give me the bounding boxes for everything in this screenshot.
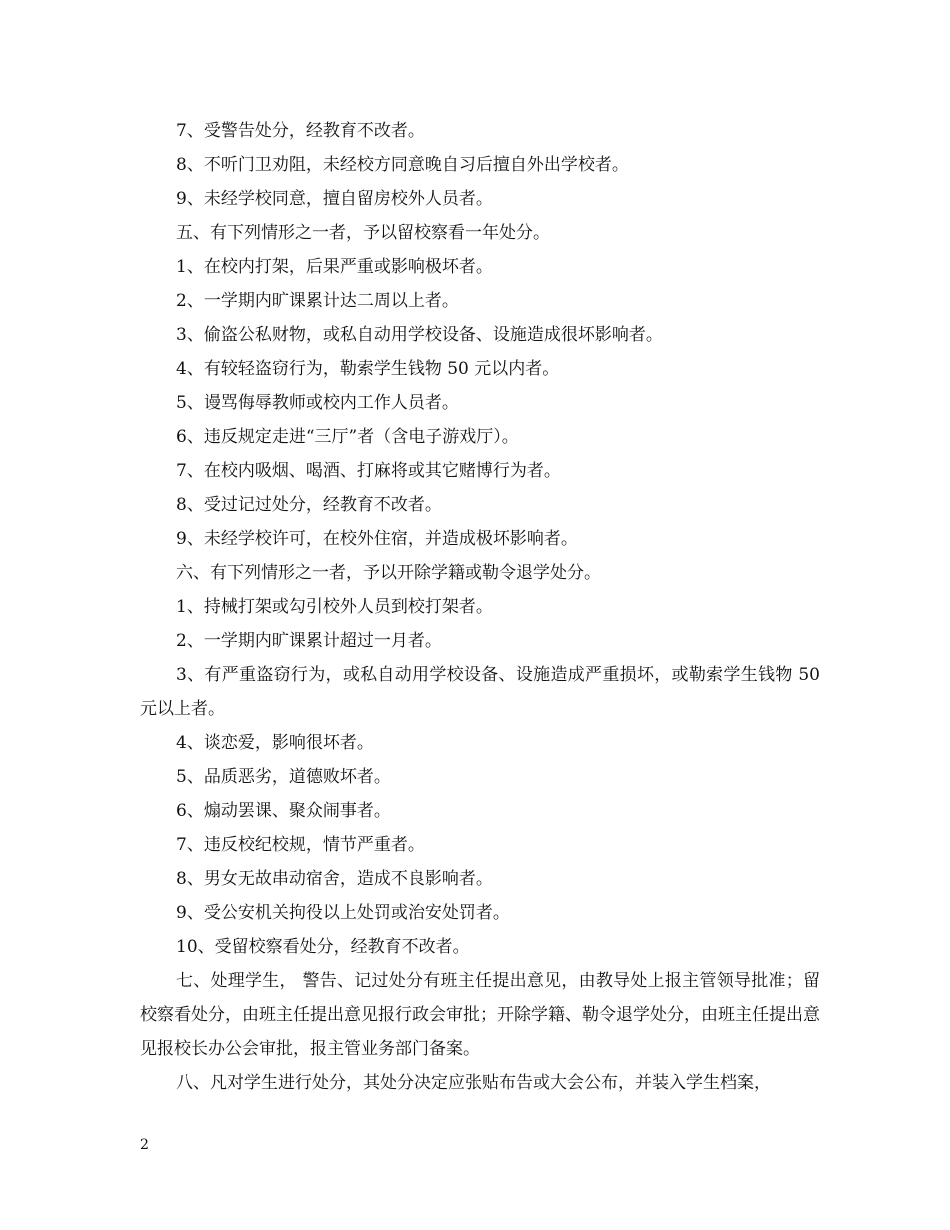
section-6-item-4: 4、谈恋爱，影响很坏者。 bbox=[176, 733, 374, 753]
page-number: 2 bbox=[140, 1137, 149, 1153]
section-6-item-10: 10、受留校察看处分，经教育不改者。 bbox=[176, 937, 470, 957]
section-6-item-7: 7、违反校纪校规，情节严重者。 bbox=[176, 835, 425, 855]
section-6-item-6: 6、煽动罢课、聚众闹事者。 bbox=[176, 801, 391, 821]
section-6-item-9: 9、受公安机关拘役以上处罚或治安处罚者。 bbox=[176, 903, 510, 923]
section-5-item-1: 1、在校内打架，后果严重或影响极坏者。 bbox=[176, 257, 493, 277]
section-5-item-4: 4、有较轻盗窃行为，勒索学生钱物 50 元以内者。 bbox=[176, 359, 560, 379]
section-5-item-2: 2、一学期内旷课累计达二周以上者。 bbox=[176, 291, 459, 311]
section-5-item-7: 7、在校内吸烟、喝酒、打麻将或其它赌博行为者。 bbox=[176, 461, 561, 481]
section-7-paragraph: 七、处理学生， 警告、记过处分有班主任提出意见，由教导处上报主管领导批准；留校察看处分，由班主任提出意见报行政会审批；开除学籍、勒令退学处分，由班主任提出意见报校长办公会审批，报主管业务部门备案。 bbox=[140, 971, 820, 1059]
section-6-heading: 六、有下列情形之一者，予以开除学籍或勒令退学处分。 bbox=[176, 563, 601, 583]
section-6-item-5: 5、品质恶劣，道德败坏者。 bbox=[176, 767, 391, 787]
section-6-item-1: 1、持械打架或勾引校外人员到校打架者。 bbox=[176, 597, 493, 617]
item-9-housing-outsiders: 9、未经学校同意，擅自留房校外人员者。 bbox=[176, 189, 493, 209]
section-5-item-6: 6、违反规定走进“三厅”者（含电子游戏厅）。 bbox=[176, 427, 519, 447]
section-6-item-8: 8、男女无故串动宿舍，造成不良影响者。 bbox=[176, 869, 493, 889]
section-5-heading: 五、有下列情形之一者，予以留校察看一年处分。 bbox=[176, 223, 550, 243]
section-5-item-3: 3、偷盗公私财物，或私自动用学校设备、设施造成很坏影响者。 bbox=[176, 325, 663, 345]
section-6-item-2: 2、一学期内旷课累计超过一月者。 bbox=[176, 631, 442, 651]
item-7-warning-not-reformed: 7、受警告处分，经教育不改者。 bbox=[176, 121, 425, 141]
section-8-paragraph: 八、凡对学生进行处分，其处分决定应张贴布告或大会公布，并装入学生档案， bbox=[176, 1073, 771, 1093]
section-5-item-5: 5、谩骂侮辱教师或校内工作人员者。 bbox=[176, 393, 459, 413]
item-8-leaving-after-study: 8、不听门卫劝阻，未经校方同意晚自习后擅自外出学校者。 bbox=[176, 155, 629, 175]
section-5-item-8: 8、受过记过处分，经教育不改者。 bbox=[176, 495, 442, 515]
section-6-item-3: 3、有严重盗窃行为，或私自动用学校设备、设施造成严重损坏，或勒索学生钱物 50 元以上者。 bbox=[140, 665, 820, 719]
document-body bbox=[140, 114, 820, 1100]
section-5-item-9: 9、未经学校许可，在校外住宿，并造成极坏影响者。 bbox=[176, 529, 578, 549]
